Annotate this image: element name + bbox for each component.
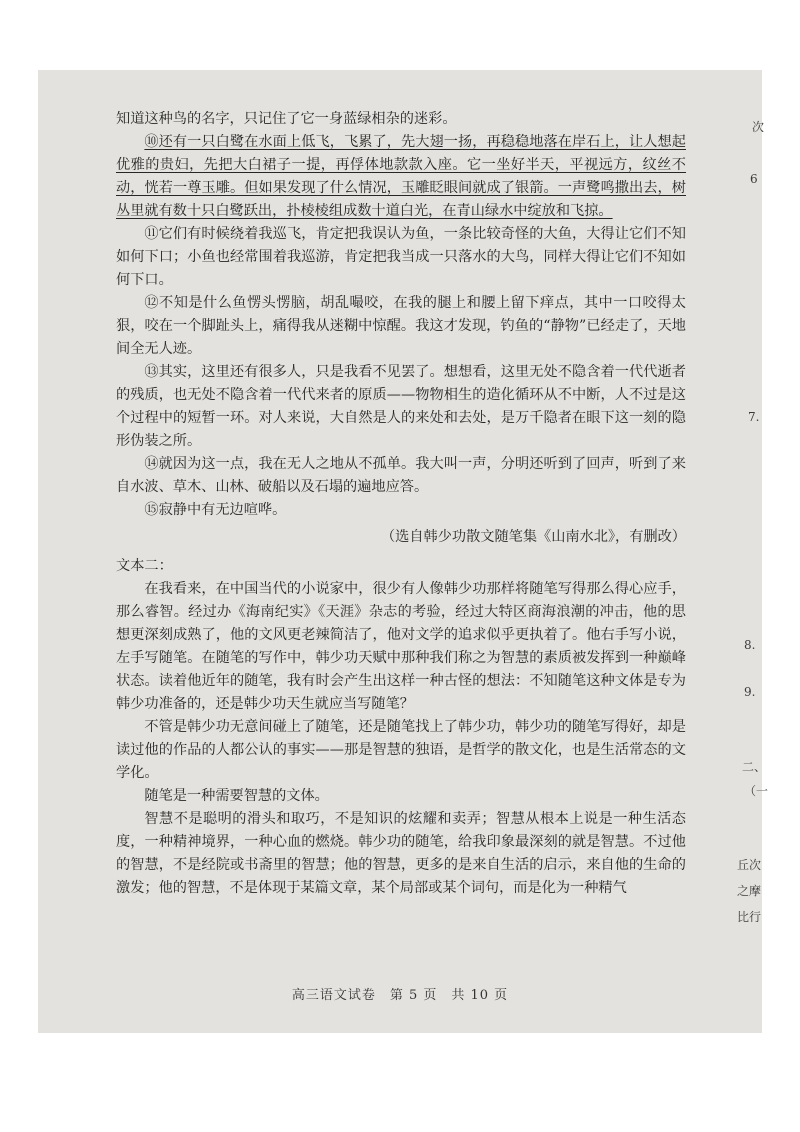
paragraph-10-underlined: ⑩还有一只白鹭在水面上低飞，飞累了，先大翅一扬，再稳稳地落在岸石上，让人想起优雅的贵妇，先把大白裙子一提，再俘体地款款入座。它一坐好半天，平视远方，纹丝不动，恍若一尊玉雕。但如果发现了什么情况，玉雕眨眼间就成了银箭。一声鹭鸣撒出去，树丛里就有数十只白鹭跃出，扑棱棱组成数十道白光，在青山绿水中绽放和飞掠。 <box>116 134 686 219</box>
margin-fragment: 二、 <box>742 760 767 774</box>
paragraph-continuation: 知道这种鸟的名字，只记住了它一身蓝绿相杂的迷彩。 <box>116 111 457 127</box>
margin-fragment: 丘次 <box>737 858 762 872</box>
text-body <box>116 108 686 900</box>
source-citation: （选自韩少功散文随笔集《山南水北》，有删改） <box>380 529 686 545</box>
paragraph-13: ⑬其实，这里还有很多人，只是我看不见罢了。想想看，这里无处不隐含着一代代逝者的残质，也无处不隐含着一代代来者的原质——物物相生的造化循环从不中断，人不过是这个过程中的短暂一环。对人来说，大自然是人的来处和去处，是万千隐者在眼下这一刻的隐形伪装之所。 <box>116 364 686 449</box>
margin-fragment: 7. <box>748 410 760 424</box>
margin-fragment: （一 <box>744 784 769 798</box>
text-two-paragraph-2: 不管是韩少功无意间碰上了随笔，还是随笔找上了韩少功，韩少功的随笔写得好，却是读过他的作品的人都公认的事实——那是智慧的独语，是哲学的散文化，也是生活常态的文学化。 <box>116 719 686 781</box>
paragraph-12: ⑫不知是什么鱼愣头愣脑，胡乱嘬咬，在我的腿上和腰上留下痒点，其中一口咬得太狠，咬在一个脚趾头上，痛得我从迷糊中惊醒。我这才发现，钓鱼的“静物”已经走了，天地间全无人迹。 <box>116 295 686 357</box>
text-two-paragraph-3: 随笔是一种需要智慧的文体。 <box>144 788 329 804</box>
text-two-paragraph-1: 在我看来，在中国当代的小说家中，很少有人像韩少功那样将随笔写得那么得心应手，那么睿智。经过办《海南纪实》《天涯》杂志的考验，经过大特区商海浪潮的冲击，他的思想更深刻成熟了，他的文风更老辣简洁了，他对文学的追求似乎更执着了。他右手写小说，左手写随笔。在随笔的写作中，韩少功天赋中那种我们称之为智慧的素质被发挥到一种巅峰状态。读着他近年的随笔，我有时会产生出这样一种古怪的想法：不知随笔这种文体是专为韩少功准备的，还是韩少功天生就应当写随笔？ <box>116 581 686 712</box>
text-two-paragraph-4: 智慧不是聪明的滑头和取巧，不是知识的炫耀和卖弄；智慧从根本上说是一种生活态度，一种精神境界，一种心血的燃烧。韩少功的随笔，给我印象最深刻的就是智慧。不过他的智慧，不是经院或书斋里的智慧；他的智慧，更多的是来自生活的启示，来自他的生命的激发；他的智慧，不是体现于某篇文章，某个局部或某个词句，而是化为一种精气 <box>116 811 686 896</box>
margin-fragment: 比行 <box>737 910 762 924</box>
paragraph-15: ⑮寂静中有无边喧哗。 <box>144 502 287 518</box>
paragraph-14: ⑭就因为这一点，我在无人之地从不孤单。我大叫一声，分明还听到了回声，听到了来自水波、草木、山林、破船以及石塌的遍地应答。 <box>116 456 686 495</box>
exam-page <box>38 70 769 1033</box>
margin-fragment: 9. <box>744 685 756 699</box>
section-label-text-two: 文本二： <box>116 558 173 574</box>
margin-fragment: 6 <box>750 172 758 186</box>
margin-fragment: 8. <box>744 638 756 652</box>
paragraph-11: ⑪它们有时候绕着我巡飞，肯定把我误认为鱼，一条比较奇怪的大鱼，大得让它们不知如何下口；小鱼也经常围着我巡游，肯定把我当成一只落水的大鸟，同样大得让它们不知如何下口。 <box>116 226 686 288</box>
page-footer: 高三语文试卷 第 5 页 共 10 页 <box>291 988 509 1003</box>
margin-fragment: 之摩 <box>737 884 762 898</box>
margin-fragment: 次 <box>752 120 765 134</box>
